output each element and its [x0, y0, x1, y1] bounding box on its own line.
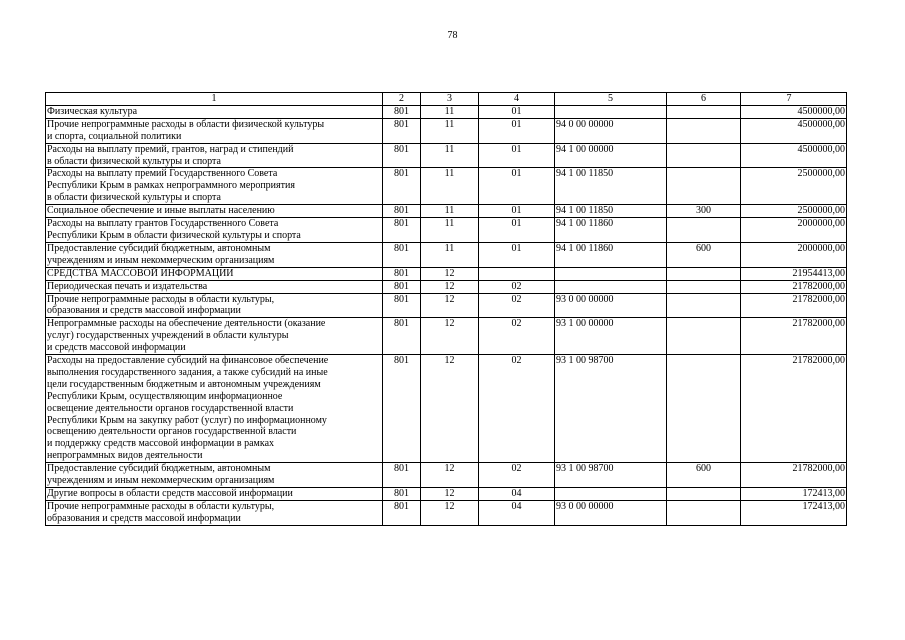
cell-code-5: 94 1 00 11860: [555, 218, 667, 243]
cell-code-5: 93 1 00 98700: [555, 355, 667, 463]
row-name-line: услуг) государственных учреждений в области культуры: [47, 330, 289, 342]
cell-amount: 21782000,00: [741, 355, 847, 463]
cell-code-3: 11: [421, 143, 479, 168]
cell-code-2: 801: [383, 218, 421, 243]
row-name-line: Предоставление субсидий бюджетным, автономным: [47, 242, 271, 254]
cell-code-2: 801: [383, 355, 421, 463]
cell-code-2: 801: [383, 280, 421, 293]
cell-code-4: 01: [479, 218, 555, 243]
cell-code-6: [667, 267, 741, 280]
row-name-line: Прочие непрограммные расходы в области культуры,: [47, 500, 275, 512]
cell-amount: 21782000,00: [741, 280, 847, 293]
row-name: [46, 105, 383, 118]
cell-code-5: 94 0 00 00000: [555, 118, 667, 143]
cell-amount: 2500000,00: [741, 205, 847, 218]
row-name-line: и поддержку средств массовой информации в рамках: [47, 438, 275, 450]
cell-code-3: 12: [421, 355, 479, 463]
row-name: [46, 143, 383, 168]
cell-code-6: [667, 488, 741, 501]
cell-code-2: 801: [383, 500, 421, 525]
cell-code-5: 94 1 00 11850: [555, 168, 667, 205]
row-name-line: Расходы на выплату премий, грантов, наград и стипендий: [47, 143, 294, 155]
cell-amount: 4500000,00: [741, 105, 847, 118]
row-name-line: Республики Крым на закупку работ (услуг) по информационному: [47, 414, 327, 426]
cell-code-4: 01: [479, 242, 555, 267]
cell-amount: 2000000,00: [741, 218, 847, 243]
cell-amount: 21782000,00: [741, 318, 847, 355]
row-name-line: и спорта, социальной политики: [47, 130, 182, 142]
table-row: [46, 105, 847, 118]
cell-code-3: 11: [421, 205, 479, 218]
cell-code-3: 11: [421, 242, 479, 267]
cell-code-4: 01: [479, 168, 555, 205]
row-name-line: Предоставление субсидий бюджетным, автономным: [47, 463, 271, 475]
cell-amount: 172413,00: [741, 488, 847, 501]
row-name-line: Социальное обеспечение и иные выплаты населению: [47, 205, 275, 217]
cell-code-6: [667, 280, 741, 293]
row-name-line: выполнения государственного задания, а также субсидий на иные: [47, 366, 328, 378]
cell-amount: 172413,00: [741, 500, 847, 525]
row-name-line: в области физической культуры и спорта: [47, 192, 221, 204]
row-name-line: непрограммных видов деятельности: [47, 450, 203, 462]
table-row: [46, 280, 847, 293]
page-number: 78: [447, 30, 458, 41]
header-cell: 2: [383, 93, 421, 106]
row-name-line: учреждениям и иным некоммерческим организациям: [47, 475, 275, 487]
cell-code-6: [667, 218, 741, 243]
table-row: [46, 168, 847, 205]
cell-code-3: 11: [421, 218, 479, 243]
row-name: [46, 500, 383, 525]
cell-code-6: [667, 118, 741, 143]
header-row: [46, 93, 847, 106]
cell-code-2: 801: [383, 463, 421, 488]
row-name-line: в области физической культуры и спорта: [47, 155, 221, 167]
cell-code-6: [667, 355, 741, 463]
cell-code-4: 01: [479, 205, 555, 218]
row-name: [46, 168, 383, 205]
cell-code-2: 801: [383, 205, 421, 218]
cell-code-4: 02: [479, 355, 555, 463]
header-cell: 6: [667, 93, 741, 106]
table-row: [46, 500, 847, 525]
row-name: [46, 280, 383, 293]
cell-code-6: 300: [667, 205, 741, 218]
row-name-line: Расходы на предоставление субсидий на финансовое обеспечение: [47, 355, 329, 367]
row-name: [46, 355, 383, 463]
row-name-line: Прочие непрограммные расходы в области физической культуры: [47, 118, 325, 130]
cell-code-6: [667, 293, 741, 318]
cell-amount: 4500000,00: [741, 143, 847, 168]
cell-code-3: 11: [421, 105, 479, 118]
cell-code-4: 02: [479, 318, 555, 355]
cell-code-6: [667, 105, 741, 118]
cell-code-5: [555, 105, 667, 118]
row-name-line: СРЕДСТВА МАССОВОЙ ИНФОРМАЦИИ: [47, 267, 234, 279]
cell-code-2: 801: [383, 318, 421, 355]
cell-code-4: 04: [479, 488, 555, 501]
row-name: [46, 242, 383, 267]
row-name-line: Прочие непрограммные расходы в области культуры,: [47, 293, 275, 305]
cell-code-5: [555, 488, 667, 501]
row-name-line: образования и средств массовой информации: [47, 512, 241, 524]
cell-code-6: [667, 143, 741, 168]
row-name-line: Республики Крым в области физической культуры и спорта: [47, 229, 301, 241]
cell-code-3: 11: [421, 168, 479, 205]
row-name-line: Республики Крым, осуществляющим информационное: [47, 390, 283, 402]
cell-code-2: 801: [383, 118, 421, 143]
table-row: [46, 355, 847, 463]
cell-code-2: 801: [383, 488, 421, 501]
header-cell: 7: [741, 93, 847, 106]
cell-code-2: 801: [383, 293, 421, 318]
cell-code-3: 12: [421, 293, 479, 318]
cell-code-4: 02: [479, 463, 555, 488]
table-row: [46, 242, 847, 267]
cell-code-2: 801: [383, 105, 421, 118]
row-name-line: освещению деятельности органов государственной власти: [47, 426, 297, 438]
row-name-line: Расходы на выплату премий Государственного Совета: [47, 168, 278, 180]
cell-code-6: 600: [667, 463, 741, 488]
cell-code-2: 801: [383, 143, 421, 168]
table-row: [46, 293, 847, 318]
row-name: [46, 205, 383, 218]
cell-amount: 21782000,00: [741, 463, 847, 488]
cell-code-3: 12: [421, 488, 479, 501]
table-row: [46, 488, 847, 501]
row-name-line: цели государственным бюджетным и автономным учреждениям: [47, 378, 321, 390]
cell-amount: 2500000,00: [741, 168, 847, 205]
cell-code-3: 12: [421, 463, 479, 488]
table-row: [46, 318, 847, 355]
row-name: [46, 267, 383, 280]
cell-code-4: 01: [479, 105, 555, 118]
cell-code-4: 01: [479, 118, 555, 143]
cell-code-5: [555, 280, 667, 293]
cell-amount: 2000000,00: [741, 242, 847, 267]
table-row: [46, 143, 847, 168]
header-cell: 5: [555, 93, 667, 106]
row-name: [46, 318, 383, 355]
cell-amount: 21782000,00: [741, 293, 847, 318]
row-name: [46, 293, 383, 318]
table-row: [46, 118, 847, 143]
cell-code-4: [479, 267, 555, 280]
cell-code-2: 801: [383, 267, 421, 280]
row-name-line: освещение деятельности органов государственной власти: [47, 402, 294, 414]
cell-code-4: 01: [479, 143, 555, 168]
cell-code-6: [667, 168, 741, 205]
cell-code-3: 12: [421, 318, 479, 355]
row-name-line: Непрограммные расходы на обеспечение деятельности (оказание: [47, 318, 326, 330]
cell-code-3: 12: [421, 267, 479, 280]
cell-code-5: [555, 267, 667, 280]
cell-code-5: 94 1 00 00000: [555, 143, 667, 168]
row-name: [46, 218, 383, 243]
budget-table: [45, 92, 847, 526]
row-name: [46, 488, 383, 501]
cell-code-6: [667, 318, 741, 355]
row-name: [46, 118, 383, 143]
cell-code-2: 801: [383, 242, 421, 267]
table-row: [46, 463, 847, 488]
cell-code-3: 11: [421, 118, 479, 143]
header-cell: 1: [46, 93, 383, 106]
cell-code-6: [667, 500, 741, 525]
row-name-line: и средств массовой информации: [47, 342, 186, 354]
row-name-line: Республики Крым в рамках непрограммного мероприятия: [47, 180, 295, 192]
table-row: [46, 218, 847, 243]
cell-code-3: 12: [421, 280, 479, 293]
cell-code-4: 04: [479, 500, 555, 525]
row-name-line: Периодическая печать и издательства: [47, 280, 208, 292]
cell-code-5: 93 1 00 98700: [555, 463, 667, 488]
header-cell: 4: [479, 93, 555, 106]
table-row: [46, 267, 847, 280]
cell-code-5: 94 1 00 11850: [555, 205, 667, 218]
cell-code-4: 02: [479, 293, 555, 318]
cell-code-4: 02: [479, 280, 555, 293]
row-name-line: Физическая культура: [47, 105, 138, 117]
row-name-line: учреждениям и иным некоммерческим организациям: [47, 254, 275, 266]
cell-code-5: 93 0 00 00000: [555, 293, 667, 318]
cell-code-2: 801: [383, 168, 421, 205]
cell-code-5: 93 0 00 00000: [555, 500, 667, 525]
row-name-line: Расходы на выплату грантов Государственного Совета: [47, 218, 279, 230]
cell-code-5: 94 1 00 11860: [555, 242, 667, 267]
header-cell: 3: [421, 93, 479, 106]
cell-code-6: 600: [667, 242, 741, 267]
table-row: [46, 205, 847, 218]
cell-amount: 21954413,00: [741, 267, 847, 280]
cell-code-3: 12: [421, 500, 479, 525]
row-name-line: образования и средств массовой информации: [47, 305, 241, 317]
cell-amount: 4500000,00: [741, 118, 847, 143]
row-name: [46, 463, 383, 488]
row-name-line: Другие вопросы в области средств массовой информации: [47, 488, 293, 499]
cell-code-5: 93 1 00 00000: [555, 318, 667, 355]
